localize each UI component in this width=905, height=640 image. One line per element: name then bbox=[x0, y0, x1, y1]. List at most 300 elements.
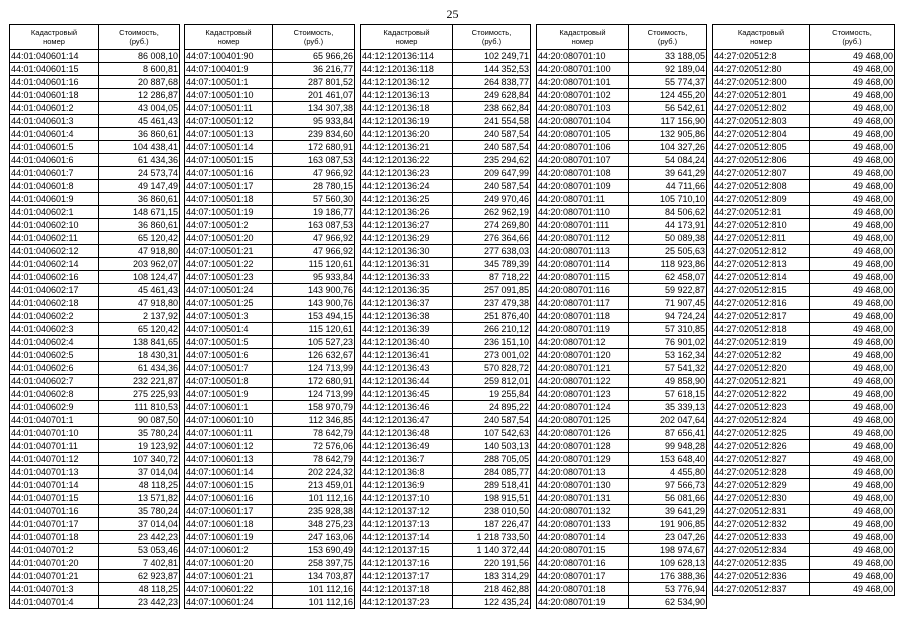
cost-value: 287 801,52 bbox=[273, 76, 355, 89]
cost-value: 49 468,00 bbox=[810, 219, 895, 232]
table-row bbox=[361, 63, 531, 76]
cost-table-3 bbox=[360, 24, 531, 609]
table-row bbox=[537, 141, 707, 154]
cost-value: 35 339,13 bbox=[629, 401, 707, 414]
cost-value: 209 647,99 bbox=[453, 167, 531, 180]
cost-value: 49 468,00 bbox=[810, 362, 895, 375]
table-row bbox=[10, 297, 180, 310]
cadastral-number: 44:20:080701:116 bbox=[537, 284, 629, 297]
table-row bbox=[361, 167, 531, 180]
cost-value: 49 468,00 bbox=[810, 284, 895, 297]
table-row bbox=[185, 375, 355, 388]
cost-value: 201 461,07 bbox=[273, 89, 355, 102]
cadastral-number: 44:01:040601:6 bbox=[10, 154, 99, 167]
cost-value: 97 566,73 bbox=[629, 479, 707, 492]
cadastral-number: 44:12:120136:37 bbox=[361, 297, 453, 310]
cost-value: 59 922,87 bbox=[629, 284, 707, 297]
table-row bbox=[10, 128, 180, 141]
cadastral-number: 44:20:080701:102 bbox=[537, 89, 629, 102]
table-row bbox=[10, 206, 180, 219]
cost-value: 28 780,15 bbox=[273, 180, 355, 193]
cost-value: 49 468,00 bbox=[810, 89, 895, 102]
table-row bbox=[185, 232, 355, 245]
table-row bbox=[10, 323, 180, 336]
table-row bbox=[537, 479, 707, 492]
cost-value: 134 307,38 bbox=[273, 102, 355, 115]
cost-value: 122 435,24 bbox=[453, 596, 531, 609]
cadastral-number: 44:27:020512:817 bbox=[713, 310, 810, 323]
table-row bbox=[713, 492, 895, 505]
cadastral-number: 44:20:080701:107 bbox=[537, 154, 629, 167]
table-row bbox=[185, 102, 355, 115]
cost-value: 124 455,20 bbox=[629, 89, 707, 102]
cadastral-number: 44:12:120137:12 bbox=[361, 505, 453, 518]
cost-value: 49 468,00 bbox=[810, 167, 895, 180]
cost-value: 49 468,00 bbox=[810, 544, 895, 557]
table-row bbox=[185, 323, 355, 336]
table-row bbox=[537, 258, 707, 271]
cost-value: 187 226,47 bbox=[453, 518, 531, 531]
table-row bbox=[713, 102, 895, 115]
table-row bbox=[185, 583, 355, 596]
table-row bbox=[185, 167, 355, 180]
table-row bbox=[713, 232, 895, 245]
table-row bbox=[10, 544, 180, 557]
cadastral-number: 44:12:120136:24 bbox=[361, 180, 453, 193]
table-row bbox=[185, 115, 355, 128]
table-row bbox=[361, 284, 531, 297]
table-row bbox=[537, 271, 707, 284]
cadastral-number: 44:12:120136:43 bbox=[361, 362, 453, 375]
cost-value: 258 397,75 bbox=[273, 557, 355, 570]
cost-value: 172 680,91 bbox=[273, 375, 355, 388]
cost-value: 19 186,77 bbox=[273, 206, 355, 219]
cost-value: 49 468,00 bbox=[810, 323, 895, 336]
cost-value: 25 505,63 bbox=[629, 245, 707, 258]
cost-value: 78 642,79 bbox=[273, 453, 355, 466]
cost-value: 50 089,38 bbox=[629, 232, 707, 245]
cadastral-number: 44:27:020512:827 bbox=[713, 453, 810, 466]
cost-value: 49 468,00 bbox=[810, 206, 895, 219]
cadastral-number: 44:20:080701:117 bbox=[537, 297, 629, 310]
cadastral-number: 44:01:040701:20 bbox=[10, 557, 99, 570]
table-row bbox=[713, 180, 895, 193]
table-row bbox=[713, 297, 895, 310]
cadastral-number: 44:01:040602:17 bbox=[10, 284, 99, 297]
table-row bbox=[10, 466, 180, 479]
cadastral-number: 44:12:120136:8 bbox=[361, 466, 453, 479]
cadastral-number: 44:20:080701:109 bbox=[537, 180, 629, 193]
cost-value: 274 269,80 bbox=[453, 219, 531, 232]
cadastral-number: 44:07:100501:25 bbox=[185, 297, 273, 310]
cadastral-number: 44:07:100501:23 bbox=[185, 271, 273, 284]
cadastral-number: 44:07:100501:4 bbox=[185, 323, 273, 336]
cadastral-number: 44:01:040601:7 bbox=[10, 167, 99, 180]
table-row bbox=[537, 193, 707, 206]
cadastral-number: 44:20:080701:13 bbox=[537, 466, 629, 479]
cost-value: 23 442,23 bbox=[99, 531, 180, 544]
table-row bbox=[10, 518, 180, 531]
cadastral-number: 44:01:040601:16 bbox=[10, 76, 99, 89]
table-row bbox=[713, 466, 895, 479]
cadastral-number: 44:27:020512:812 bbox=[713, 245, 810, 258]
cost-value: 276 364,66 bbox=[453, 232, 531, 245]
cost-value: 71 907,45 bbox=[629, 297, 707, 310]
table-header-row bbox=[10, 25, 180, 50]
cost-value: 87 718,22 bbox=[453, 271, 531, 284]
cost-value: 348 275,23 bbox=[273, 518, 355, 531]
cost-value: 153 648,40 bbox=[629, 453, 707, 466]
cadastral-number: 44:12:120136:19 bbox=[361, 115, 453, 128]
cadastral-number: 44:07:100601:24 bbox=[185, 596, 273, 609]
cost-value: 35 780,24 bbox=[99, 505, 180, 518]
cost-value: 57 618,15 bbox=[629, 388, 707, 401]
cadastral-number: 44:12:120136:48 bbox=[361, 427, 453, 440]
cadastral-number: 44:01:040602:9 bbox=[10, 401, 99, 414]
cost-value: 19 255,84 bbox=[453, 388, 531, 401]
cost-value: 345 789,39 bbox=[453, 258, 531, 271]
cadastral-number: 44:20:080701:112 bbox=[537, 232, 629, 245]
cost-value: 49 468,00 bbox=[810, 245, 895, 258]
cost-value: 138 841,65 bbox=[99, 336, 180, 349]
cost-value: 101 112,16 bbox=[273, 596, 355, 609]
cost-value: 7 402,81 bbox=[99, 557, 180, 570]
table-row bbox=[361, 258, 531, 271]
table-row bbox=[713, 505, 895, 518]
cost-value: 102 249,71 bbox=[453, 50, 531, 63]
cadastral-number: 44:07:100501:14 bbox=[185, 141, 273, 154]
table-row bbox=[713, 89, 895, 102]
table-row bbox=[185, 245, 355, 258]
cadastral-number: 44:01:040601:3 bbox=[10, 115, 99, 128]
cadastral-number: 44:20:080701:100 bbox=[537, 63, 629, 76]
table-row bbox=[537, 557, 707, 570]
cadastral-number: 44:12:120137:15 bbox=[361, 544, 453, 557]
cadastral-number: 44:20:080701:15 bbox=[537, 544, 629, 557]
cost-value: 143 900,76 bbox=[273, 297, 355, 310]
cost-value: 49 468,00 bbox=[810, 401, 895, 414]
table-row bbox=[185, 50, 355, 63]
table-row bbox=[713, 128, 895, 141]
cadastral-number: 44:27:020512:809 bbox=[713, 193, 810, 206]
table-row bbox=[10, 505, 180, 518]
table-row bbox=[537, 375, 707, 388]
table-row bbox=[185, 531, 355, 544]
cost-table-5 bbox=[712, 24, 895, 596]
table-row bbox=[10, 154, 180, 167]
cadastral-number: 44:12:120136:29 bbox=[361, 232, 453, 245]
table-row bbox=[713, 271, 895, 284]
table-row bbox=[537, 102, 707, 115]
cadastral-number: 44:27:020512:811 bbox=[713, 232, 810, 245]
cadastral-number: 44:01:040602:2 bbox=[10, 310, 99, 323]
table-row bbox=[537, 388, 707, 401]
table-row bbox=[361, 518, 531, 531]
table-row bbox=[361, 245, 531, 258]
cadastral-number: 44:07:100501:18 bbox=[185, 193, 273, 206]
table-row bbox=[185, 193, 355, 206]
cost-value: 115 120,61 bbox=[273, 323, 355, 336]
table-row bbox=[361, 232, 531, 245]
cadastral-number: 44:27:020512:836 bbox=[713, 570, 810, 583]
cadastral-number: 44:27:020512:816 bbox=[713, 297, 810, 310]
table-row bbox=[713, 440, 895, 453]
cadastral-number: 44:12:120136:40 bbox=[361, 336, 453, 349]
table-row bbox=[185, 362, 355, 375]
table-row bbox=[361, 336, 531, 349]
cadastral-number: 44:20:080701:123 bbox=[537, 388, 629, 401]
cost-value: 49 468,00 bbox=[810, 583, 895, 596]
table-row bbox=[537, 154, 707, 167]
table-row bbox=[185, 284, 355, 297]
cadastral-number: 44:12:120136:27 bbox=[361, 219, 453, 232]
cadastral-number: 44:12:120136:114 bbox=[361, 50, 453, 63]
cost-value: 49 468,00 bbox=[810, 258, 895, 271]
cost-value: 49 468,00 bbox=[810, 466, 895, 479]
cadastral-number: 44:20:080701:11 bbox=[537, 193, 629, 206]
cost-value: 47 966,92 bbox=[273, 167, 355, 180]
table-row bbox=[185, 388, 355, 401]
cadastral-number: 44:27:020512:822 bbox=[713, 388, 810, 401]
cadastral-number: 44:01:040601:14 bbox=[10, 50, 99, 63]
table-row bbox=[713, 401, 895, 414]
table-row bbox=[185, 180, 355, 193]
cadastral-number: 44:20:080701:118 bbox=[537, 310, 629, 323]
cost-value: 47 918,80 bbox=[99, 297, 180, 310]
cadastral-number: 44:12:120136:49 bbox=[361, 440, 453, 453]
cost-value: 54 084,24 bbox=[629, 154, 707, 167]
cadastral-number: 44:07:100601:12 bbox=[185, 440, 273, 453]
cadastral-number: 44:20:080701:126 bbox=[537, 427, 629, 440]
table-row bbox=[361, 557, 531, 570]
table-row bbox=[10, 115, 180, 128]
cadastral-number: 44:27:020512:803 bbox=[713, 115, 810, 128]
table-row bbox=[361, 531, 531, 544]
cost-value: 251 876,40 bbox=[453, 310, 531, 323]
cadastral-number: 44:01:040601:4 bbox=[10, 128, 99, 141]
cost-value: 57 541,32 bbox=[629, 362, 707, 375]
table-row bbox=[361, 570, 531, 583]
table-row bbox=[361, 128, 531, 141]
table-row bbox=[713, 284, 895, 297]
table-row bbox=[713, 570, 895, 583]
cost-value: 94 724,24 bbox=[629, 310, 707, 323]
table-row bbox=[185, 492, 355, 505]
cost-value: 257 091,85 bbox=[453, 284, 531, 297]
cost-value: 275 225,93 bbox=[99, 388, 180, 401]
table-row bbox=[10, 63, 180, 76]
cadastral-number: 44:01:040602:12 bbox=[10, 245, 99, 258]
cadastral-number: 44:12:120136:12 bbox=[361, 76, 453, 89]
cadastral-number: 44:27:020512:8 bbox=[713, 50, 810, 63]
table-row bbox=[185, 570, 355, 583]
cadastral-number: 44:12:120136:33 bbox=[361, 271, 453, 284]
cost-value: 39 641,29 bbox=[629, 167, 707, 180]
table-row bbox=[537, 414, 707, 427]
cost-value: 236 151,10 bbox=[453, 336, 531, 349]
cost-value: 220 191,56 bbox=[453, 557, 531, 570]
cadastral-number: 44:07:100501:6 bbox=[185, 349, 273, 362]
cost-value: 289 518,41 bbox=[453, 479, 531, 492]
cost-value: 49 468,00 bbox=[810, 310, 895, 323]
table-row bbox=[361, 102, 531, 115]
cost-table-1 bbox=[9, 24, 180, 609]
cadastral-number: 44:27:020512:802 bbox=[713, 102, 810, 115]
table-row bbox=[713, 154, 895, 167]
cadastral-number: 44:01:040701:15 bbox=[10, 492, 99, 505]
cadastral-number: 44:27:020512:823 bbox=[713, 401, 810, 414]
table-row bbox=[713, 557, 895, 570]
cadastral-number: 44:20:080701:121 bbox=[537, 362, 629, 375]
cost-value: 57 560,30 bbox=[273, 193, 355, 206]
cost-value: 264 838,77 bbox=[453, 76, 531, 89]
cost-value: 35 780,24 bbox=[99, 427, 180, 440]
table-row bbox=[185, 596, 355, 609]
table-row bbox=[537, 63, 707, 76]
cost-value: 570 828,72 bbox=[453, 362, 531, 375]
cost-value: 148 671,15 bbox=[99, 206, 180, 219]
cost-value: 104 438,41 bbox=[99, 141, 180, 154]
cost-value: 176 388,36 bbox=[629, 570, 707, 583]
table-row bbox=[537, 128, 707, 141]
cost-value: 49 468,00 bbox=[810, 414, 895, 427]
cost-value: 36 860,61 bbox=[99, 193, 180, 206]
cadastral-number: 44:27:020512:808 bbox=[713, 180, 810, 193]
cost-value: 61 434,36 bbox=[99, 362, 180, 375]
cost-header: Стоимость, (руб.) bbox=[453, 25, 531, 50]
cadastral-header: Кадастровый номер bbox=[185, 25, 273, 50]
cost-value: 259 812,01 bbox=[453, 375, 531, 388]
cost-value: 65 120,42 bbox=[99, 232, 180, 245]
cadastral-number: 44:01:040602:8 bbox=[10, 388, 99, 401]
table-row bbox=[537, 544, 707, 557]
cadastral-number: 44:27:020512:834 bbox=[713, 544, 810, 557]
table-row bbox=[10, 375, 180, 388]
cadastral-number: 44:07:100501:17 bbox=[185, 180, 273, 193]
cost-value: 49 468,00 bbox=[810, 102, 895, 115]
cadastral-number: 44:20:080701:106 bbox=[537, 141, 629, 154]
cost-value: 95 933,84 bbox=[273, 115, 355, 128]
cost-value: 49 147,49 bbox=[99, 180, 180, 193]
cost-value: 49 468,00 bbox=[810, 115, 895, 128]
cadastral-number: 44:12:120136:21 bbox=[361, 141, 453, 154]
cost-value: 235 294,62 bbox=[453, 154, 531, 167]
cadastral-number: 44:27:020512:832 bbox=[713, 518, 810, 531]
cost-value: 57 310,85 bbox=[629, 323, 707, 336]
cost-value: 87 656,41 bbox=[629, 427, 707, 440]
cost-value: 43 004,05 bbox=[99, 102, 180, 115]
table-header-row bbox=[537, 25, 707, 50]
table-row bbox=[361, 401, 531, 414]
cadastral-number: 44:01:040602:3 bbox=[10, 323, 99, 336]
cadastral-number: 44:07:100501:22 bbox=[185, 258, 273, 271]
cost-value: 109 628,13 bbox=[629, 557, 707, 570]
cadastral-number: 44:12:120136:23 bbox=[361, 167, 453, 180]
cadastral-number: 44:12:120136:41 bbox=[361, 349, 453, 362]
cadastral-number: 44:27:020512:806 bbox=[713, 154, 810, 167]
cost-value: 4 455,80 bbox=[629, 466, 707, 479]
cost-value: 238 662,84 bbox=[453, 102, 531, 115]
cadastral-number: 44:07:100501:11 bbox=[185, 102, 273, 115]
cost-value: 240 587,54 bbox=[453, 128, 531, 141]
cost-value: 288 705,05 bbox=[453, 453, 531, 466]
table-row bbox=[713, 336, 895, 349]
cost-value: 237 479,38 bbox=[453, 297, 531, 310]
cadastral-number: 44:20:080701:10 bbox=[537, 50, 629, 63]
cadastral-number: 44:01:040701:17 bbox=[10, 518, 99, 531]
table-row bbox=[185, 310, 355, 323]
cost-value: 84 506,62 bbox=[629, 206, 707, 219]
table-row bbox=[185, 258, 355, 271]
table-row bbox=[713, 219, 895, 232]
cost-value: 49 468,00 bbox=[810, 531, 895, 544]
cost-value: 49 858,90 bbox=[629, 375, 707, 388]
table-row bbox=[185, 453, 355, 466]
cadastral-number: 44:12:120136:20 bbox=[361, 128, 453, 141]
cadastral-number: 44:20:080701:16 bbox=[537, 557, 629, 570]
cadastral-number: 44:07:100501:21 bbox=[185, 245, 273, 258]
cost-value: 118 923,86 bbox=[629, 258, 707, 271]
cost-value: 49 468,00 bbox=[810, 388, 895, 401]
table-row bbox=[10, 557, 180, 570]
cadastral-number: 44:01:040602:1 bbox=[10, 206, 99, 219]
cost-value: 202 224,32 bbox=[273, 466, 355, 479]
cadastral-number: 44:20:080701:119 bbox=[537, 323, 629, 336]
cadastral-number: 44:27:020512:80 bbox=[713, 63, 810, 76]
cadastral-number: 44:01:040602:6 bbox=[10, 362, 99, 375]
table-row bbox=[713, 167, 895, 180]
cost-header: Стоимость, (руб.) bbox=[273, 25, 355, 50]
table-row bbox=[361, 388, 531, 401]
cost-value: 20 887,68 bbox=[99, 76, 180, 89]
cadastral-number: 44:27:020512:81 bbox=[713, 206, 810, 219]
cadastral-number: 44:07:100501:12 bbox=[185, 115, 273, 128]
cost-value: 49 468,00 bbox=[810, 518, 895, 531]
table-row bbox=[361, 505, 531, 518]
table-header-row bbox=[361, 25, 531, 50]
cost-value: 143 900,76 bbox=[273, 284, 355, 297]
cadastral-number: 44:20:080701:105 bbox=[537, 128, 629, 141]
table-row bbox=[361, 271, 531, 284]
cadastral-number: 44:07:100501:10 bbox=[185, 89, 273, 102]
cadastral-number: 44:07:100501:5 bbox=[185, 336, 273, 349]
cadastral-number: 44:07:100501:13 bbox=[185, 128, 273, 141]
cadastral-number: 44:12:120136:118 bbox=[361, 63, 453, 76]
cost-value: 45 461,43 bbox=[99, 115, 180, 128]
table-row bbox=[185, 505, 355, 518]
cost-value: 36 216,77 bbox=[273, 63, 355, 76]
cadastral-number: 44:20:080701:110 bbox=[537, 206, 629, 219]
table-row bbox=[10, 193, 180, 206]
table-row bbox=[537, 518, 707, 531]
table-row bbox=[361, 219, 531, 232]
cost-value: 36 860,61 bbox=[99, 128, 180, 141]
cost-value: 44 711,66 bbox=[629, 180, 707, 193]
cadastral-number: 44:12:120136:7 bbox=[361, 453, 453, 466]
table-row bbox=[537, 336, 707, 349]
cost-value: 65 966,26 bbox=[273, 50, 355, 63]
cost-value: 238 010,50 bbox=[453, 505, 531, 518]
cost-value: 240 587,54 bbox=[453, 414, 531, 427]
table-row bbox=[361, 440, 531, 453]
table-row bbox=[713, 76, 895, 89]
cadastral-number: 44:07:100501:3 bbox=[185, 310, 273, 323]
cadastral-number: 44:07:100601:13 bbox=[185, 453, 273, 466]
table-row bbox=[361, 297, 531, 310]
table-row bbox=[713, 453, 895, 466]
cadastral-number: 44:12:120136:13 bbox=[361, 89, 453, 102]
cost-value: 101 112,16 bbox=[273, 583, 355, 596]
